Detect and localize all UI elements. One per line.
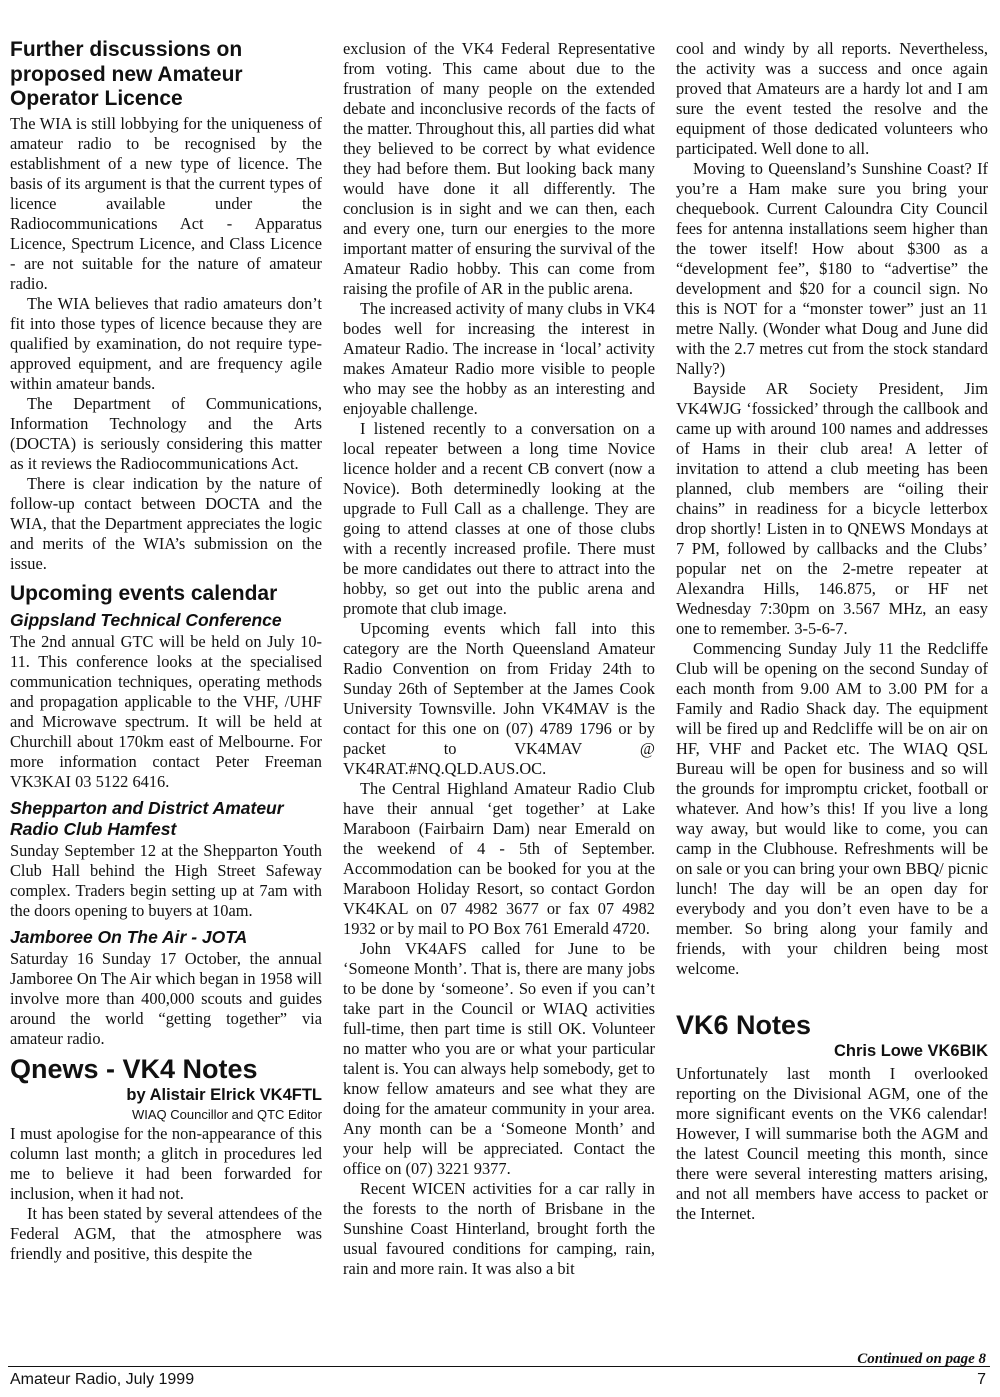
vk4-paragraph-3: The increased activity of many clubs in VK4 bodes well for increasing the interest in Amateur Radio. The increase in ‘local’ activity makes Amateur Radio more visible to people who may see the hobby as an interesting and enjoyable challenge. (343, 299, 655, 418)
vk4-paragraph-2-cont: exclusion of the VK4 Federal Representative from voting. This came about due to the frustration of many people on the extended debate and inconclusive records of the facts of the matter. Throughout this, all parties did what they believed to be correct by what evidence they had before them. But looking back many would have done it all differently. The conclusion is in sight and we can then, each and every one, turn our energies to the more important matter of ensuring the survival of the Amateur Radio hobby. This can come from raising the profile of AR in the public arena. (343, 39, 655, 298)
licence-paragraph-2: The WIA believes that radio amateurs don’t fit into those types of licence because they are qualified by examination, do not require type-approved equipment, and are frequency agile within amateur bands. (10, 293, 322, 393)
vk4-paragraph-8-start: Recent WICEN activities for a car rally in the forests to the north of Brisbane in the Sunshine Coast Hinterland, brought forth the usual favoured conditions for camping, rain, rain and more rain. It was also a bit (343, 1179, 655, 1278)
vk4-paragraph-6: The Central Highland Amateur Radio Club have their annual ‘get together’ at Lake Maraboon (Fairbairn Dam) near Emerald on the weekend of 4 - 5th of September. Accommodation can be booked for you at the Maraboon Holiday Resort, so contact Gordon VK4KAL on 07 4982 3677 or fax 07 4982 1932 or by mail to PO Box 761 Emerald 4720. (343, 779, 655, 938)
vk6-paragraph-1: Unfortunately last month I overlooked reporting on the Divisional AGM, one of the more significant events on the VK6 calendar! However, I will summarise both the AGM and the latest Council meeting this month, since there were several interesting matters arising, and not all members have access to packet or the Internet. (676, 1064, 988, 1223)
vk4-paragraph-5: Upcoming events which fall into this category are the North Queensland Amateur Radio Convention on from Friday 24th to Sunday 26th of September at the James Cook University Townsville. John VK4MAV is the contact for this one on (07) 4789 1796 or by packet to VK4MAV @ VK4RAT.#NQ.QLD.AUS.OC. (343, 619, 655, 778)
vk4-paragraph-9: Moving to Queensland’s Sunshine Coast? If you’re a Ham make sure you bring your chequebook. Current Caloundra City Council fees for antenna installations seem higher than the tower itself! How about $300 as a “development fee”, $180 to “advertise” the development and $20 for a council sign. No this is NOT for a “monster tower” just an 11 metre Nally. (Wonder what Doug and June did with the 2.7 metres cut from the stock standard Nally?) (676, 159, 988, 378)
column-2 (343, 39, 655, 1279)
footer-divider (8, 1366, 990, 1367)
gtc-subheading: Gippsland Technical Conference (10, 610, 282, 630)
vk4-paragraph-1: I must apologise for the non-appearance of this column last month; a glitch in procedures led me to believe it had been forwarded for inclusion, when it had not. (10, 1124, 322, 1203)
vk6-byline: Chris Lowe VK6BIK (833, 1042, 988, 1060)
vk4-heading: Qnews - VK4 Notes (10, 1054, 258, 1084)
jota-paragraph: Saturday 16 Sunday 17 October, the annual Jamboree On The Air which began in 1958 will involve more than 400,000 scouts and guides around the world “getting together” via amateur radio. (10, 949, 322, 1048)
vk4-paragraph-11: Commencing Sunday July 11 the Redcliffe Club will be opening on the second Sunday of each month from 9.00 AM to 3.00 PM for a Family and Radio Shack day. The equipment will be fired up and Redcliffe will be on air on HF, VHF and Packet etc. The WIAQ QSL Bureau will be open for business and so will the grounds for impromptu cricket, football or whatever. And how’s this! If you live a long way away, but would like to come, you can camp in the Clubhouse. Refreshments will be on sale or you can bring your own BBQ/ picnic lunch! The day will be an open day for everybody and you don’t even have to be a member. So bring along your family and friends, with your children being most welcome. (676, 639, 988, 978)
footer-page-number: 7 (977, 1371, 986, 1388)
vk4-paragraph-2-start: It has been stated by several attendees of the Federal AGM, that the atmosphere was friendly and positive, this despite the (10, 1204, 322, 1263)
continued-on-page-link: Continued on page 8 (857, 1351, 986, 1367)
vk4-author-role: WIAQ Councillor and QTC Editor (131, 1107, 322, 1122)
footer-publication: Amateur Radio, July 1999 (10, 1371, 195, 1388)
events-heading: Upcoming events calendar (10, 581, 278, 605)
gtc-paragraph: The 2nd annual GTC will be held on July 10-11. This conference looks at the specialised communication techniques, operating methods and propagation applicable to the VHF, /UHF and Microwave spectrum. It will be held at Churchill about 170km east of Melbourne. For more information contact Peter Freeman VK3KAI 03 5122 6416. (10, 632, 322, 791)
vk4-paragraph-4: I listened recently to a conversation on a local repeater between a long time Novice licence holder and a recent CB convert (now a Novice). Both determinedly looking at the upgrade to Full Call as a challenge. They are going to attend classes at one of those clubs with a recently increased profile. There must be more candidates out there to attract into the hobby, so get out into the public arena and promote that club image. (343, 419, 655, 618)
jota-subheading: Jamboree On The Air - JOTA (10, 927, 248, 947)
vk6-heading: VK6 Notes (676, 1010, 812, 1040)
licence-paragraph-3: The Department of Communications, Information Technology and the Arts (DOCTA) is seriously considering this matter as it reviews the Radiocommunications Act. (10, 393, 322, 473)
shepparton-paragraph: Sunday September 12 at the Shepparton Youth Club Hall behind the High Street Safeway complex. Traders begin setting up at 7am with the doors opening to buyers at 10am. (10, 841, 322, 920)
vk4-paragraph-8-cont: cool and windy by all reports. Nevertheless, the activity was a success and once again proved that Amateurs are a hardy lot and I am sure the event tested the resolve and the equipment of those dedicated volunteers who participated. Well done to all. (676, 39, 988, 158)
shepparton-subheading: Shepparton and District Amateur Radio Club Hamfest (10, 798, 284, 839)
vk4-byline: by Alistair Elrick VK4FTL (126, 1086, 322, 1104)
vk4-paragraph-10: Bayside AR Society President, Jim VK4WJG ‘fossicked’ through the callbook and came up with around 100 names and addresses of Hams in their club area! A letter of invitation to attend a club meeting has been planned, club members are “oiling their chains” in readiness for a bicycle letterbox drop shortly! Listen in to QNEWS Mondays at 7 PM, followed by callbacks and the Clubs’ popular net on the 2-metre repeater at Alexandra Hills, 146.875, or HF net Wednesday 7:30pm on 3.567 MHz, an easy one to remember. 3-5-6-7. (676, 379, 988, 638)
column-3 (676, 39, 988, 1224)
vk4-paragraph-7: John VK4AFS called for June to be ‘Someone Month’. That is, there are many jobs to be done by ‘someone’. So even if you can’t take part in the Council or WIAQ activities full-time, then part time is still OK. Volunteer no matter who you are or what your particular talent is. You can always help somebody, get to know fellow amateurs and see what they are doing for the amateur community in your area. Any month can be a ‘Someone Month’ and your help will be appreciated. Contact the office on (07) 3221 9377. (343, 939, 655, 1178)
licence-heading: Further discussions on proposed new Amateur Operator Licence (10, 38, 243, 110)
column-1 (10, 38, 322, 1264)
licence-paragraph-1: The WIA is still lobbying for the uniqueness of amateur radio to be recognised by the establishment of a new type of licence. The basis of its argument is that the current types of licence available under the Radiocommunications Act - Apparatus Licence, Spectrum Licence, and Class Licence - are not suitable for the nature of amateur radio. (10, 113, 322, 293)
licence-paragraph-4: There is clear indication by the nature of follow-up contact between DOCTA and the WIA, that the Department appreciates the logic and merits of the WIA’s submission on the issue. (10, 473, 322, 573)
